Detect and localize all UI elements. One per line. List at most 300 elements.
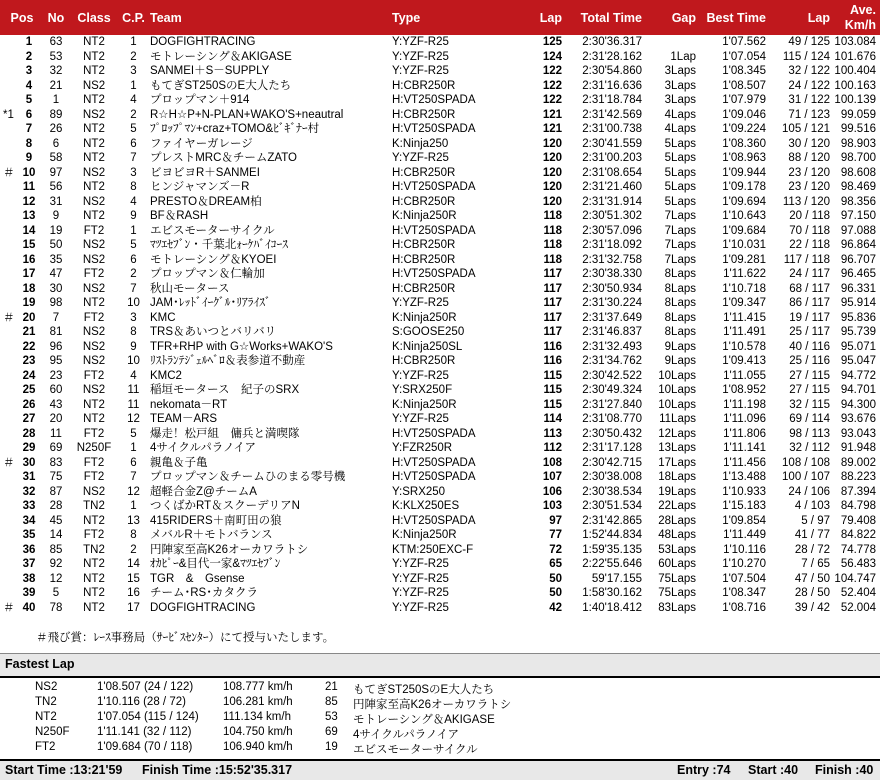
row-pos: 40 xyxy=(22,601,36,614)
gap-cell: 3Laps xyxy=(664,94,696,106)
no-cell: 9 xyxy=(52,210,60,222)
cp-cell: 1 xyxy=(130,224,137,237)
fastest-lap-no: 21 xyxy=(325,681,338,693)
lap-cell: 125 xyxy=(542,36,562,48)
cp-cell: 3 xyxy=(130,311,137,324)
class-cell: NS2 xyxy=(82,79,106,92)
gap-cell: 7Laps xyxy=(664,224,696,237)
pos-cell xyxy=(0,79,44,94)
best-lap-cell: 28 / 50 xyxy=(794,587,830,599)
total-time-cell: 2:31'32.493 xyxy=(582,340,642,353)
gap-cell: 12Laps xyxy=(658,427,696,440)
class-cell: NT2 xyxy=(83,65,105,77)
ave-speed-cell: 89.002 xyxy=(840,456,876,469)
type-cell: H:CBR250R xyxy=(392,166,456,179)
cp-cell: 4 xyxy=(130,195,137,208)
cp-cell: 3 xyxy=(130,65,137,77)
row-pos: 14 xyxy=(22,224,36,237)
table-row xyxy=(0,412,880,427)
total-time-cell: 2:31'27.840 xyxy=(582,398,642,411)
fastest-lap-no: 85 xyxy=(325,696,338,708)
class-cell: TN2 xyxy=(83,543,105,556)
class-cell: NT2 xyxy=(83,50,105,63)
pos-cell xyxy=(0,369,44,384)
finish-time: Finish Time :15:52'35.317 xyxy=(142,763,293,777)
row-pos: 31 xyxy=(22,471,36,483)
cp-cell: 12 xyxy=(127,485,140,498)
best-time-cell: 1'09.178 xyxy=(722,181,766,193)
pos-cell xyxy=(0,543,44,558)
team-cell: 爆走！松戸組 傭兵と満喫隊 xyxy=(150,427,300,440)
cp-cell: 4 xyxy=(130,94,137,106)
gap-cell: 19Laps xyxy=(658,485,696,498)
no-cell: 45 xyxy=(49,514,63,527)
type-cell: Y:YZF-R25 xyxy=(392,36,449,48)
team-cell: プロップマン＋914 xyxy=(150,94,250,106)
row-pos: 29 xyxy=(22,442,36,454)
table-row xyxy=(0,485,880,500)
best-time-cell: 1'11.141 xyxy=(723,442,766,454)
team-cell: KMC2 xyxy=(150,369,182,382)
fastest-lap-team: 円陣家至高K26オーカワラトシ xyxy=(353,699,512,711)
best-time-cell: 1'07.562 xyxy=(722,36,766,48)
best-time-cell: 1'07.979 xyxy=(722,94,766,106)
team-cell: 円陣家至高K26オーカワラトシ xyxy=(150,543,309,556)
pos-cell xyxy=(0,238,44,253)
no-cell: 32 xyxy=(49,65,63,77)
best-time-cell: 1'07.504 xyxy=(722,572,766,585)
no-cell: 98 xyxy=(49,297,63,309)
row-mark: ＃ xyxy=(3,456,15,469)
table-row xyxy=(0,543,880,558)
best-lap-cell: 88 / 120 xyxy=(788,152,830,164)
no-cell: 19 xyxy=(49,224,63,237)
cp-cell: 8 xyxy=(130,529,137,541)
team-cell: BF＆RASH xyxy=(150,210,209,222)
header-lap: Lap xyxy=(532,0,566,35)
best-lap-cell: 23 / 120 xyxy=(788,166,830,179)
best-lap-cell: 113 / 120 xyxy=(782,195,830,208)
type-cell: H:CBR250R xyxy=(392,79,456,92)
lap-cell: 108 xyxy=(542,456,562,469)
table-row xyxy=(0,398,880,413)
table-row xyxy=(0,166,880,181)
team-cell: メバルR＋モトバランス xyxy=(150,529,273,541)
type-cell: H:CBR250R xyxy=(392,355,456,367)
header-cp: C.P. xyxy=(120,0,147,35)
header-pos: Pos xyxy=(0,0,44,35)
type-cell: H:VT250SPADA xyxy=(392,514,476,527)
type-cell: H:CBR250R xyxy=(392,239,456,251)
row-pos: 32 xyxy=(22,485,36,498)
cp-cell: 11 xyxy=(127,384,140,396)
lap-cell: 122 xyxy=(542,79,562,92)
results-body xyxy=(0,35,880,615)
start-count: Start :40 xyxy=(748,763,799,777)
class-cell: N250F xyxy=(76,442,112,454)
table-row xyxy=(0,93,880,108)
table-row xyxy=(0,325,880,340)
total-time-cell: 2:30'38.534 xyxy=(582,485,642,498)
total-time-cell: 2:31'00.738 xyxy=(582,123,642,135)
no-cell: 87 xyxy=(49,485,63,498)
team-cell: TRS＆あいつとバリバリ xyxy=(150,326,277,338)
best-time-cell: 1'08.963 xyxy=(722,152,766,164)
fastest-lap-team: もてぎST250SのE大人たち xyxy=(353,684,495,696)
gap-cell: 22Laps xyxy=(658,500,696,512)
fastest-lap-cls: N250F xyxy=(35,726,70,738)
class-cell: TN2 xyxy=(83,500,105,512)
fastest-lap-team: 4サイクルパラノイア xyxy=(353,729,459,741)
type-cell: Y:SRX250 xyxy=(392,485,446,498)
no-cell: 21 xyxy=(49,79,63,92)
class-cell: FT2 xyxy=(83,311,105,324)
team-cell: 4サイクルパラノイア xyxy=(150,442,256,454)
gap-cell: 10Laps xyxy=(658,384,696,396)
lap-cell: 120 xyxy=(542,181,562,193)
ave-speed-cell: 88.223 xyxy=(840,471,876,483)
ave-speed-cell: 56.483 xyxy=(840,558,876,570)
lap-cell: 117 xyxy=(543,311,562,324)
gap-cell: 83Laps xyxy=(658,601,696,614)
no-cell: 96 xyxy=(49,340,63,353)
best-lap-cell: 31 / 122 xyxy=(788,94,830,106)
lap-cell: 115 xyxy=(543,384,562,396)
team-cell: エビスモーターサイクル xyxy=(150,224,275,237)
class-cell: FT2 xyxy=(83,529,105,541)
pos-cell xyxy=(0,572,44,587)
total-time-cell: 2:31'42.865 xyxy=(582,514,642,527)
gap-cell: 4Laps xyxy=(664,123,696,135)
ave-speed-cell: 52.004 xyxy=(840,601,876,614)
type-cell: Y:YZF-R25 xyxy=(392,558,449,570)
class-cell: NS2 xyxy=(82,253,106,266)
pos-cell xyxy=(0,528,44,543)
gap-cell: 8Laps xyxy=(664,311,696,324)
row-pos: 9 xyxy=(25,152,33,164)
table-row xyxy=(0,456,880,471)
total-time-cell: 1:59'35.135 xyxy=(582,543,642,556)
best-lap-cell: 30 / 120 xyxy=(788,137,830,150)
team-cell: 415RIDERS＋南町田の狼 xyxy=(150,514,282,527)
table-row xyxy=(0,499,880,514)
fastest-lap-cls: NS2 xyxy=(35,681,58,693)
lap-cell: 106 xyxy=(542,485,562,498)
fastest-lap-row xyxy=(0,681,880,696)
lap-cell: 65 xyxy=(549,558,562,570)
class-cell: NS2 xyxy=(82,282,106,295)
row-pos: 18 xyxy=(22,282,36,295)
total-time-cell: 2:30'50.934 xyxy=(582,282,642,295)
team-cell: つくばかRT＆スクーデリアN xyxy=(150,500,300,512)
row-mark: *1 xyxy=(3,108,14,121)
lap-cell: 113 xyxy=(543,427,562,440)
team-cell: DOGFIGHTRACING xyxy=(150,601,256,614)
type-cell: H:CBR250R xyxy=(392,282,456,295)
row-mark: ＃ xyxy=(3,166,15,179)
lap-cell: 97 xyxy=(549,514,562,527)
best-lap-cell: 25 / 117 xyxy=(789,326,830,338)
team-cell: プロップマン＆チームひのまる零号機 xyxy=(150,471,346,483)
type-cell: K:Ninja250R xyxy=(392,311,457,324)
ave-speed-cell: 95.914 xyxy=(840,297,876,309)
class-cell: NS2 xyxy=(82,326,106,338)
total-time-cell: 2:31'08.770 xyxy=(582,413,642,425)
no-cell: 56 xyxy=(49,181,63,193)
no-cell: 12 xyxy=(49,572,63,585)
header-no: No xyxy=(44,0,68,35)
no-cell: 28 xyxy=(49,500,63,512)
best-time-cell: 1'11.622 xyxy=(723,268,766,280)
best-lap-cell: 98 / 113 xyxy=(789,427,830,440)
pos-cell xyxy=(0,354,44,369)
row-pos: 13 xyxy=(22,210,36,222)
table-row xyxy=(0,514,880,529)
row-pos: 20 xyxy=(22,311,36,324)
cp-cell: 6 xyxy=(130,253,137,266)
total-time-cell: 2:31'18.092 xyxy=(582,239,642,251)
type-cell: Y:YZF-R25 xyxy=(392,587,449,599)
ave-speed-cell: 95.071 xyxy=(840,340,876,353)
pos-cell xyxy=(0,586,44,601)
fastest-lap-no: 53 xyxy=(325,711,338,723)
no-cell: 11 xyxy=(50,427,62,440)
total-time-cell: 2:31'21.460 xyxy=(582,181,642,193)
cp-cell: 1 xyxy=(130,442,137,454)
row-pos: 11 xyxy=(22,181,36,193)
total-time-cell: 2:30'42.522 xyxy=(582,369,642,382)
ave-speed-cell: 98.356 xyxy=(840,195,876,208)
class-cell: NS2 xyxy=(82,195,106,208)
no-cell: 89 xyxy=(49,108,63,121)
no-cell: 1 xyxy=(52,94,60,106)
row-pos: 23 xyxy=(22,355,36,367)
table-row xyxy=(0,470,880,485)
best-lap-cell: 41 / 77 xyxy=(794,529,830,541)
fastest-lap-speed: 111.134 km/h xyxy=(223,711,291,723)
class-cell: NT2 xyxy=(83,94,105,106)
best-time-cell: 1'10.643 xyxy=(722,210,766,222)
class-cell: NS2 xyxy=(82,108,106,121)
type-cell: Y:FZR250R xyxy=(392,442,453,454)
team-cell: モトレーシング＆AKIGASE xyxy=(150,50,292,63)
total-time-cell: 2:30'51.302 xyxy=(582,210,642,222)
total-time-cell: 2:31'34.762 xyxy=(582,355,642,367)
lap-cell: 121 xyxy=(542,108,562,121)
start-time: Start Time :13:21'59 xyxy=(5,763,123,777)
row-pos: 12 xyxy=(22,195,36,208)
best-time-cell: 1'11.198 xyxy=(723,398,766,411)
pos-cell xyxy=(0,108,44,123)
best-lap-cell: 27 / 115 xyxy=(789,384,830,396)
class-cell: NT2 xyxy=(83,413,105,425)
row-pos: 10 xyxy=(22,166,36,179)
best-lap-cell: 117 / 118 xyxy=(783,253,830,266)
table-row xyxy=(0,296,880,311)
pos-cell xyxy=(0,282,44,297)
total-time-cell: 2:31'37.649 xyxy=(582,311,642,324)
lap-cell: 77 xyxy=(549,529,562,541)
lap-cell: 112 xyxy=(543,442,562,454)
pos-cell xyxy=(0,50,44,65)
best-lap-cell: 24 / 117 xyxy=(789,268,830,280)
header-best-time: Best Time xyxy=(704,0,770,35)
finish-count: Finish :40 xyxy=(815,763,874,777)
best-time-cell: 1'10.578 xyxy=(722,340,766,353)
type-cell: H:CBR250R xyxy=(392,253,456,266)
cp-cell: 7 xyxy=(130,152,137,164)
no-cell: 81 xyxy=(49,326,63,338)
team-cell: 親亀＆子亀 xyxy=(150,456,208,469)
table-row xyxy=(0,557,880,572)
gap-cell: 9Laps xyxy=(664,355,696,367)
header-type: Type xyxy=(392,0,532,35)
total-time-cell: 2:30'51.534 xyxy=(582,500,642,512)
best-lap-cell: 68 / 117 xyxy=(789,282,830,295)
gap-cell: 8Laps xyxy=(664,297,696,309)
table-row xyxy=(0,572,880,587)
pos-cell xyxy=(0,383,44,398)
gap-cell: 1Lap xyxy=(670,50,696,63)
total-time-cell: 2:31'42.569 xyxy=(582,108,642,121)
best-lap-cell: 108 / 108 xyxy=(782,456,830,469)
cp-cell: 14 xyxy=(127,558,140,570)
ave-speed-cell: 84.798 xyxy=(840,500,876,512)
no-cell: 92 xyxy=(49,558,63,570)
cp-cell: 11 xyxy=(127,398,140,411)
fastest-lap-cls: FT2 xyxy=(35,741,56,753)
type-cell: K:Ninja250R xyxy=(392,398,457,411)
table-row xyxy=(0,528,880,543)
class-cell: NS2 xyxy=(82,340,106,353)
best-time-cell: 1'11.055 xyxy=(723,369,766,382)
row-pos: 3 xyxy=(25,65,33,77)
table-row xyxy=(0,441,880,456)
cp-cell: 5 xyxy=(130,123,137,135)
lap-cell: 121 xyxy=(542,123,562,135)
type-cell: H:VT250SPADA xyxy=(392,268,476,280)
ave-speed-cell: 93.676 xyxy=(840,413,876,425)
no-cell: 6 xyxy=(52,137,60,150)
best-lap-cell: 22 / 118 xyxy=(789,239,830,251)
gap-cell: 7Laps xyxy=(664,253,696,266)
type-cell: Y:YZF-R25 xyxy=(392,413,449,425)
gap-cell: 13Laps xyxy=(658,442,696,454)
cp-cell: 13 xyxy=(127,514,140,527)
cp-cell: 15 xyxy=(127,572,140,585)
row-mark: ＃ xyxy=(3,311,15,324)
row-pos: 15 xyxy=(22,239,36,251)
table-row xyxy=(0,586,880,601)
gap-cell: 75Laps xyxy=(658,587,696,599)
best-lap-cell: 24 / 106 xyxy=(788,485,830,498)
row-pos: 25 xyxy=(22,384,36,396)
lap-cell: 118 xyxy=(543,224,562,237)
table-row xyxy=(0,311,880,326)
lap-cell: 50 xyxy=(549,587,562,599)
ave-speed-cell: 93.043 xyxy=(840,427,876,440)
best-time-cell: 1'07.054 xyxy=(722,50,766,63)
no-cell: 50 xyxy=(49,239,63,251)
cp-cell: 9 xyxy=(130,340,137,353)
team-cell: プロップマン＆仁輪加 xyxy=(150,268,265,280)
cp-cell: 12 xyxy=(127,413,140,425)
team-cell: TGR & Gsense xyxy=(150,572,245,585)
cp-cell: 2 xyxy=(130,108,137,121)
team-cell: ビヨビヨR＋SANMEI xyxy=(150,166,260,179)
lap-cell: 116 xyxy=(543,340,562,353)
best-lap-cell: 39 / 42 xyxy=(794,601,830,614)
best-time-cell: 1'09.281 xyxy=(722,253,766,266)
ave-speed-cell: 95.047 xyxy=(840,355,876,367)
ave-speed-cell: 98.608 xyxy=(840,166,876,179)
cp-cell: 5 xyxy=(130,427,137,440)
total-time-cell: 2:30'50.432 xyxy=(582,427,642,440)
total-time-cell: 2:30'54.860 xyxy=(582,65,642,77)
type-cell: H:VT250SPADA xyxy=(392,123,476,135)
best-time-cell: 1'08.345 xyxy=(722,65,766,77)
ave-speed-cell: 96.331 xyxy=(840,282,876,295)
team-cell: TFR+RHP with G☆Works+WAKO'S xyxy=(150,340,333,353)
row-pos: 35 xyxy=(22,529,36,541)
ave-speed-cell: 99.059 xyxy=(840,108,876,121)
row-pos: 39 xyxy=(22,587,36,599)
table-row xyxy=(0,79,880,94)
team-cell: ﾘｽﾄﾗﾝﾃｼﾞｪﾙﾍﾞﾛ＆表参道不動産 xyxy=(150,355,306,367)
class-cell: NT2 xyxy=(83,123,105,135)
cp-cell: 8 xyxy=(130,181,137,193)
ave-speed-cell: 96.465 xyxy=(840,268,876,280)
class-cell: FT2 xyxy=(83,456,105,469)
lap-cell: 117 xyxy=(543,282,562,295)
best-lap-cell: 5 / 97 xyxy=(801,514,830,527)
row-mark: ＃ xyxy=(3,601,15,614)
no-cell: 20 xyxy=(49,413,63,425)
gap-cell: 60Laps xyxy=(658,558,696,570)
header-team: Team xyxy=(147,0,392,35)
best-time-cell: 1'09.224 xyxy=(722,123,766,135)
best-lap-cell: 28 / 72 xyxy=(794,543,830,556)
best-lap-cell: 27 / 115 xyxy=(789,369,830,382)
header-class: Class xyxy=(68,0,120,35)
header-best-lap: Lap xyxy=(770,0,834,35)
table-row xyxy=(0,64,880,79)
best-time-cell: 1'10.933 xyxy=(722,485,766,498)
lap-cell: 117 xyxy=(543,268,562,280)
type-cell: K:Ninja250SL xyxy=(392,340,463,353)
best-lap-cell: 40 / 116 xyxy=(789,340,830,353)
header-gap: Gap xyxy=(648,0,704,35)
total-time-cell: 59'17.155 xyxy=(591,572,642,585)
best-time-cell: 1'11.491 xyxy=(723,326,766,338)
best-lap-cell: 32 / 122 xyxy=(788,65,830,77)
total-time-cell: 2:30'36.317 xyxy=(582,36,642,48)
best-time-cell: 1'10.116 xyxy=(723,543,766,556)
class-cell: NT2 xyxy=(83,137,105,150)
row-pos: 8 xyxy=(25,137,33,150)
ave-speed-cell: 100.163 xyxy=(834,79,876,92)
type-cell: Y:SRX250F xyxy=(392,384,453,396)
class-cell: FT2 xyxy=(83,369,105,382)
pos-cell xyxy=(0,311,44,326)
class-cell: NT2 xyxy=(83,36,105,48)
ave-speed-cell: 100.404 xyxy=(834,65,876,77)
class-cell: NT2 xyxy=(83,601,105,614)
best-time-cell: 1'09.694 xyxy=(722,195,766,208)
cp-cell: 2 xyxy=(130,50,137,63)
total-time-cell: 2:30'38.330 xyxy=(582,268,642,280)
row-pos: 5 xyxy=(25,94,33,106)
